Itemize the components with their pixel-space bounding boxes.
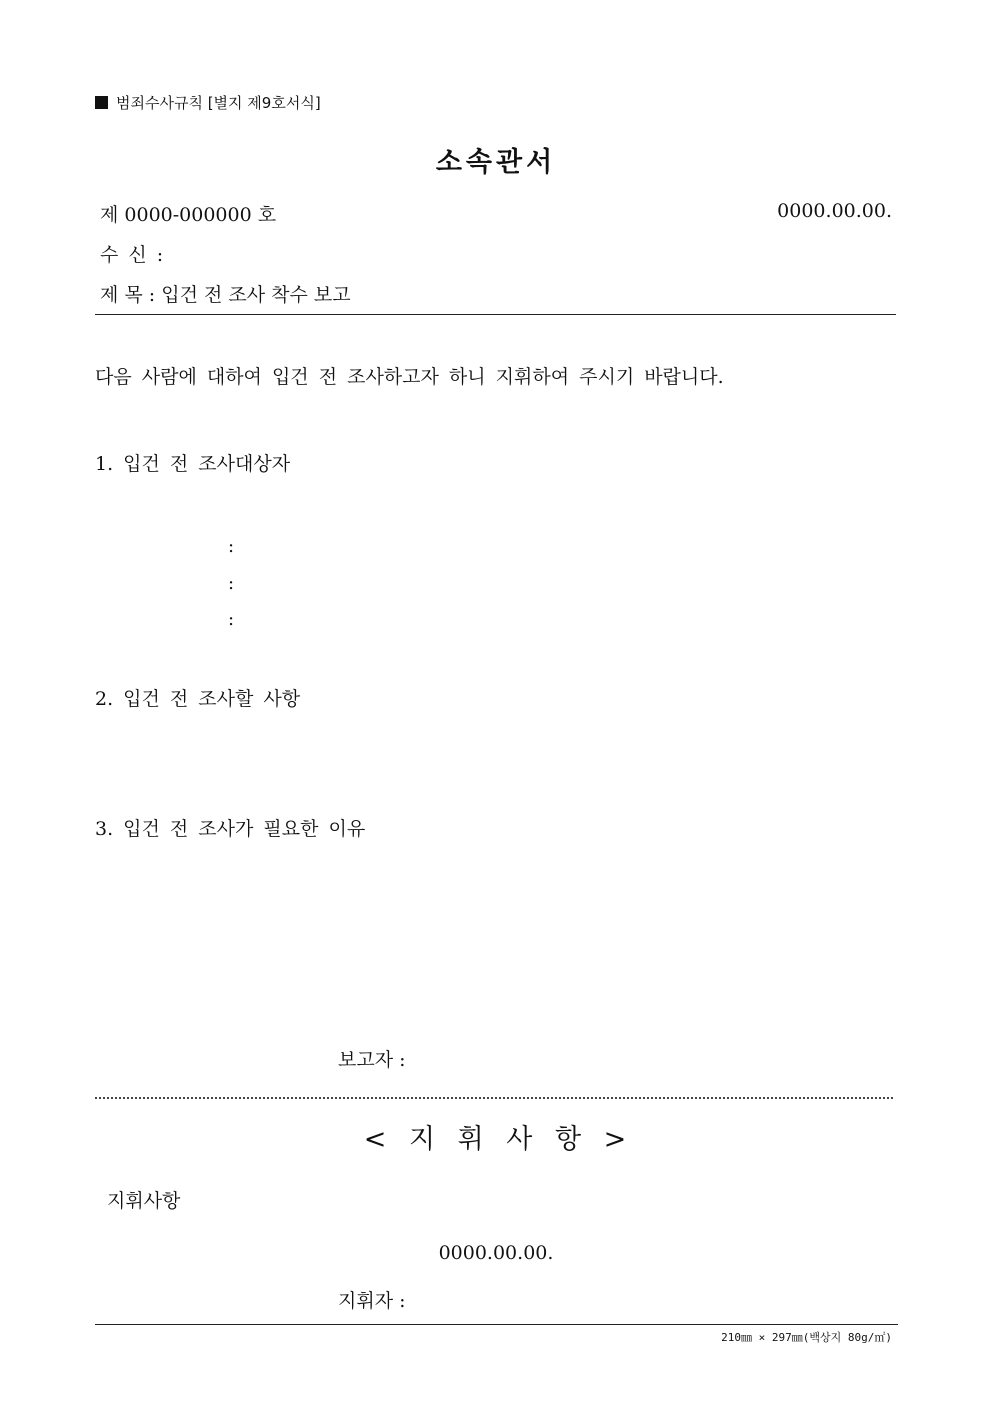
org-title: 소속관서 (435, 147, 557, 178)
instructor-label: 지휘자 : (338, 1290, 406, 1312)
header-divider (95, 314, 896, 315)
paper-spec: 210㎜ × 297㎜(백상지 80g/㎡) (721, 1331, 892, 1344)
intro-text: 다음 사람에 대하여 입건 전 조사하고자 하니 지휘하여 주시기 바랍니다. (95, 366, 724, 388)
field-colon: : (228, 536, 235, 557)
subject-line: 제 목 : 입건 전 조사 착수 보고 (100, 284, 351, 306)
doc-date: 0000.00.00. (777, 200, 892, 222)
section-heading: 2. 입건 전 조사할 사항 (95, 688, 301, 710)
field-colon: : (228, 573, 235, 594)
recipient-label: 수 신 : (100, 244, 166, 266)
instruction-date: 0000.00.00. (438, 1242, 554, 1264)
instruction-title: < 지 휘 사 항 > (363, 1124, 629, 1155)
doc-number: 제 0000-000000 호 (100, 204, 277, 226)
form-label-text: 범죄수사규칙 [별지 제9호서식] (116, 94, 321, 112)
section-heading: 1. 입건 전 조사대상자 (95, 453, 291, 475)
square-bullet-icon (95, 96, 108, 109)
field-colon: : (228, 609, 235, 630)
reporter-label: 보고자 : (338, 1049, 406, 1071)
dotted-divider (95, 1097, 893, 1099)
form-label (95, 92, 321, 113)
instruction-label: 지휘사항 (107, 1190, 181, 1212)
section-heading: 3. 입건 전 조사가 필요한 이유 (95, 818, 366, 840)
footer-divider (95, 1324, 898, 1325)
